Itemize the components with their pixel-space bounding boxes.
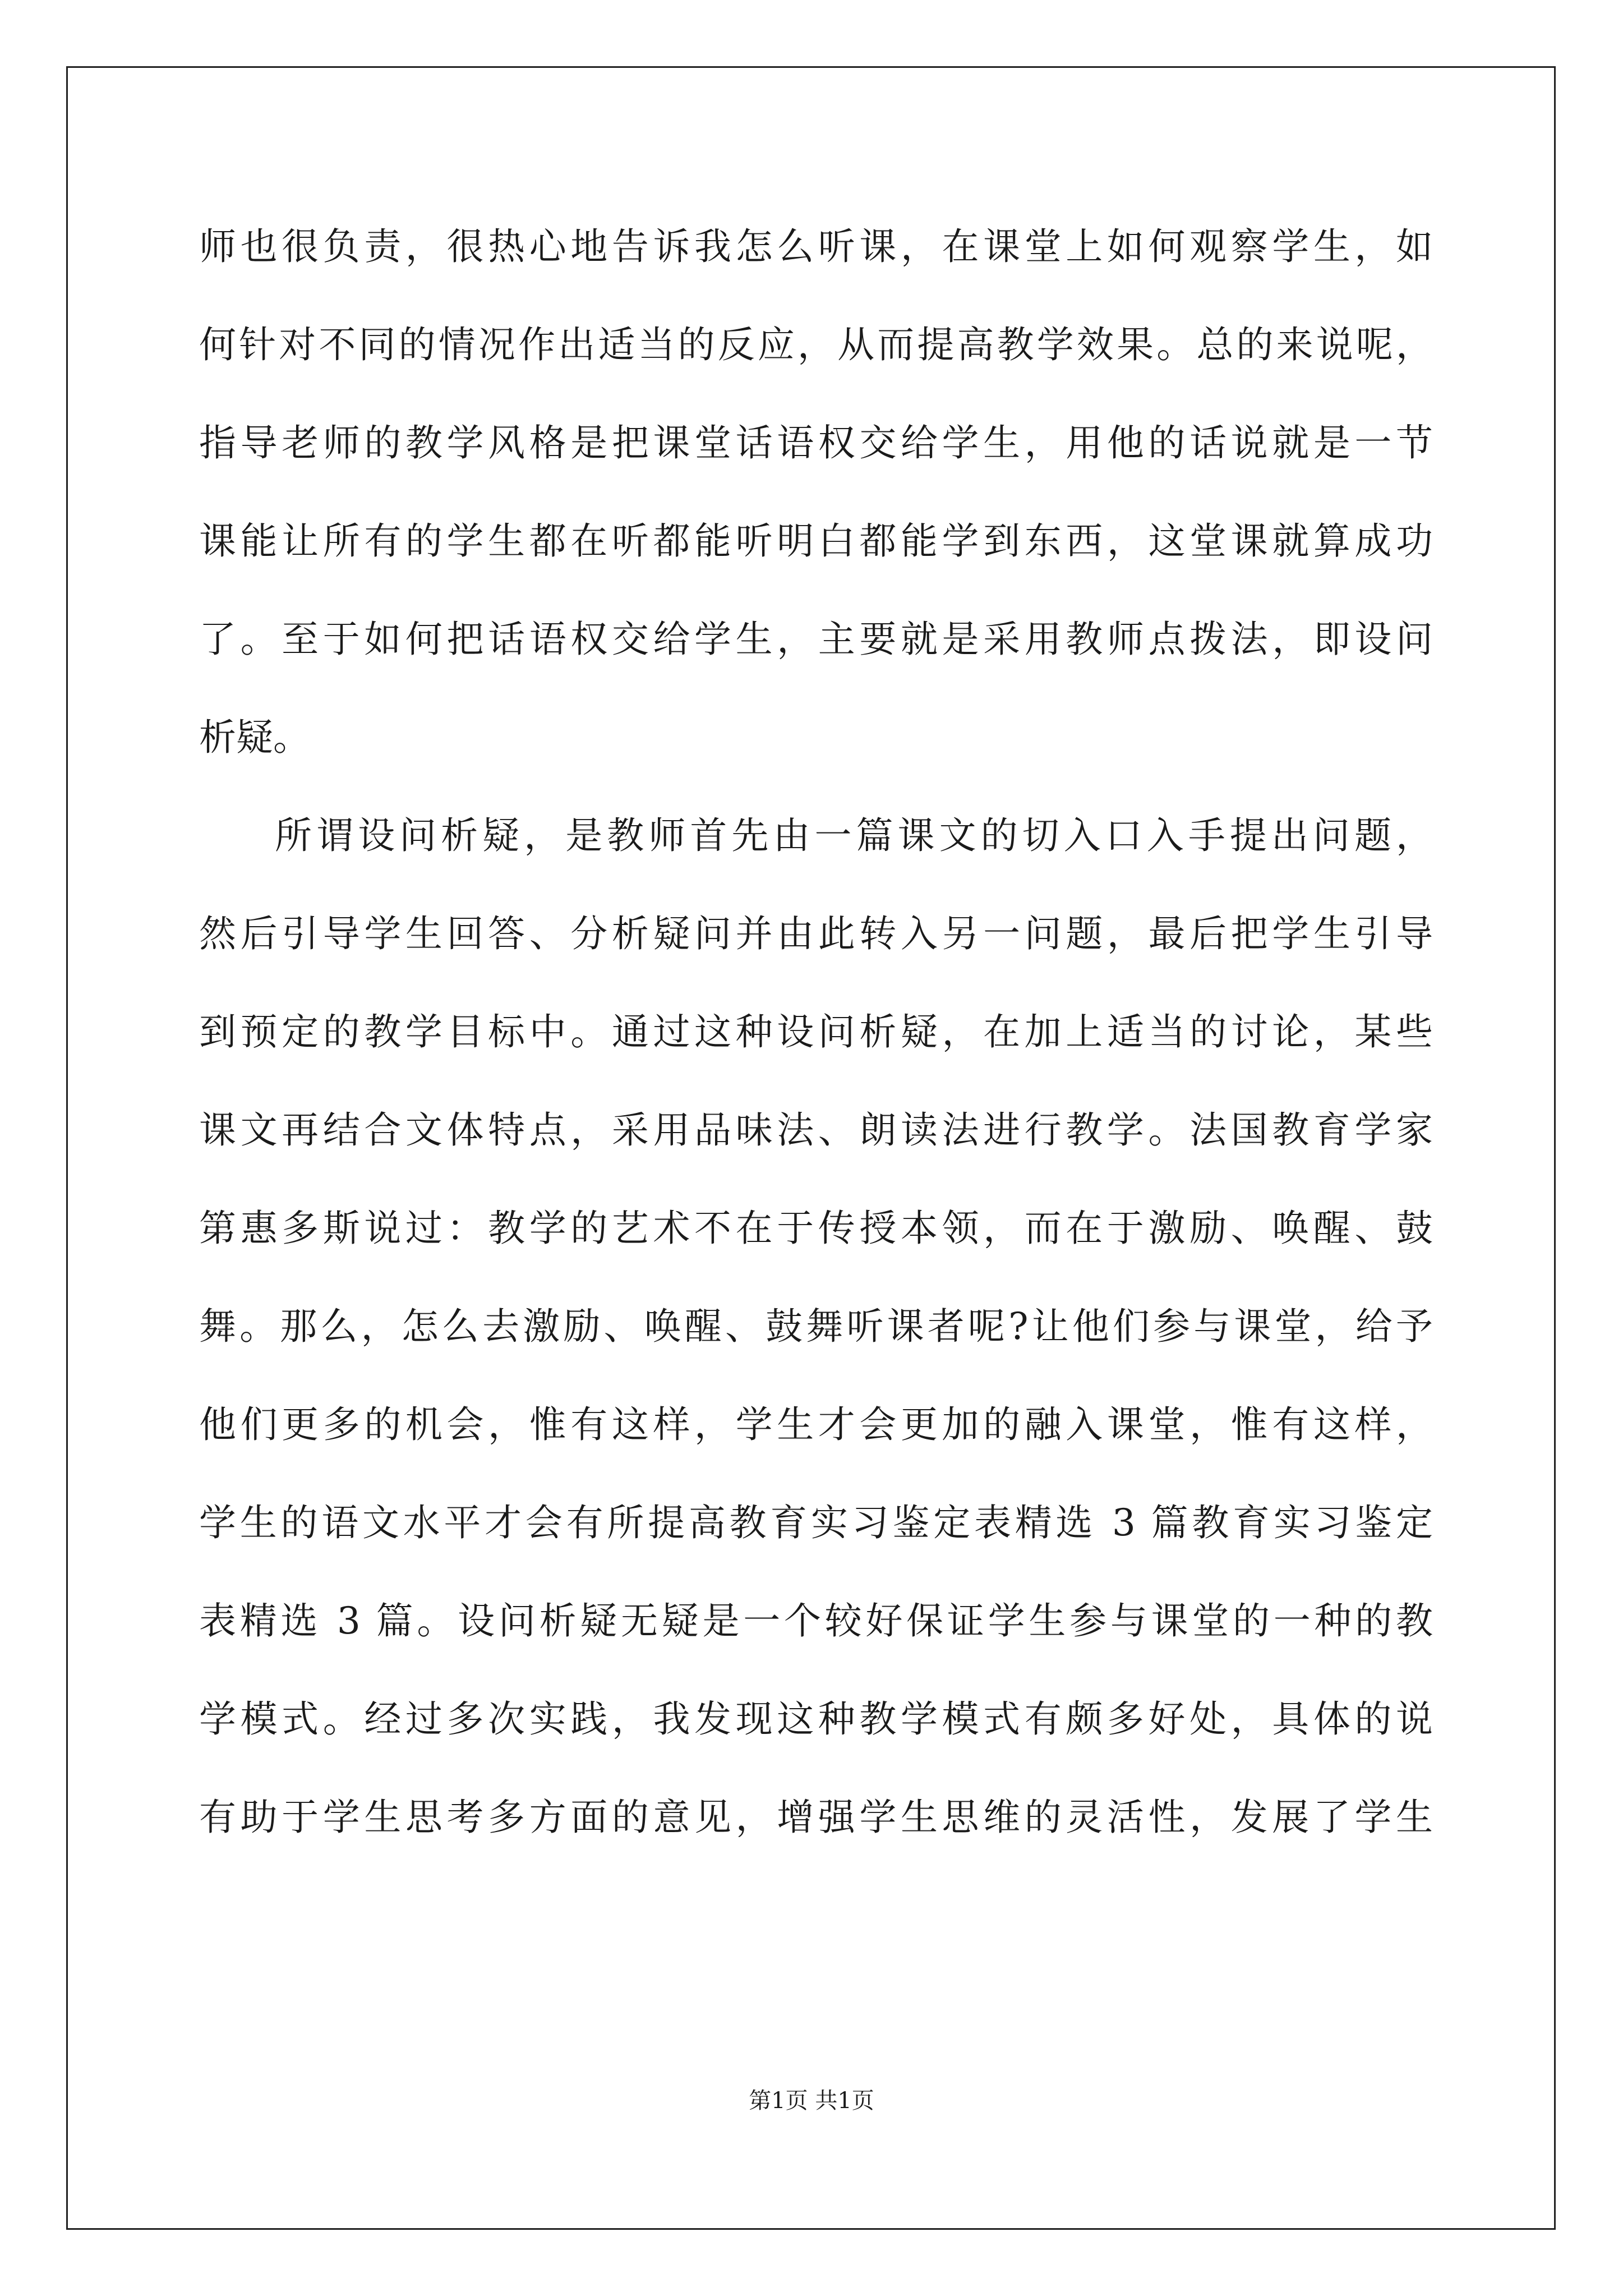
paragraph-2-line-5: 第惠多斯说过：教学的艺术不在于传授本领，而在于激励、唤醒、鼓 [199,1207,1433,1250]
paragraph-2-line-9: 表精选 3 篇。设问析疑无疑是一个较好保证学生参与课堂的一种的教 [199,1599,1433,1642]
paragraph-2-line-1: 所谓设问析疑，是教师首先由一篇课文的切入口入手提出问题， [275,814,1433,857]
paragraph-1-line-4: 课能让所有的学生都在听都能听明白都能学到东西，这堂课就算成功 [199,519,1433,563]
paragraph-1-line-2: 何针对不同的情况作出适当的反应，从而提高教学效果。总的来说呢， [199,323,1433,366]
paragraph-2-line-2: 然后引导学生回答、分析疑问并由此转入另一问题，最后把学生引导 [199,912,1433,955]
paragraph-2-line-8: 学生的语文水平才会有所提高教育实习鉴定表精选 3 篇教育实习鉴定 [199,1501,1433,1544]
paragraph-1-line-6: 析疑。 [199,716,310,759]
page-footer: 第1页 共1页 [749,2088,874,2114]
paragraph-2-line-7: 他们更多的机会，惟有这样，学生才会更加的融入课堂，惟有这样， [199,1403,1433,1446]
paragraph-2-line-10: 学模式。经过多次实践，我发现这种教学模式有颇多好处，具体的说 [199,1697,1433,1741]
paragraph-2-line-11: 有助于学生思考多方面的意见，增强学生思维的灵活性，发展了学生 [199,1796,1433,1839]
paragraph-1-line-5: 了。至于如何把话语权交给学生，主要就是采用教师点拨法，即设问 [199,618,1433,661]
paragraph-1-line-3: 指导老师的教学风格是把课堂话语权交给学生，用他的话说就是一节 [199,421,1433,464]
paragraph-1-line-1: 师也很负责，很热心地告诉我怎么听课，在课堂上如何观察学生，如 [199,225,1433,268]
paragraph-2-line-6: 舞。那么，怎么去激励、唤醒、鼓舞听课者呢?让他们参与课堂，给予 [199,1305,1433,1348]
paragraph-2-line-3: 到预定的教学目标中。通过这种设问析疑，在加上适当的讨论，某些 [199,1010,1433,1053]
paragraph-2-line-4: 课文再结合文体特点，采用品味法、朗读法进行教学。法国教育学家 [199,1108,1433,1152]
